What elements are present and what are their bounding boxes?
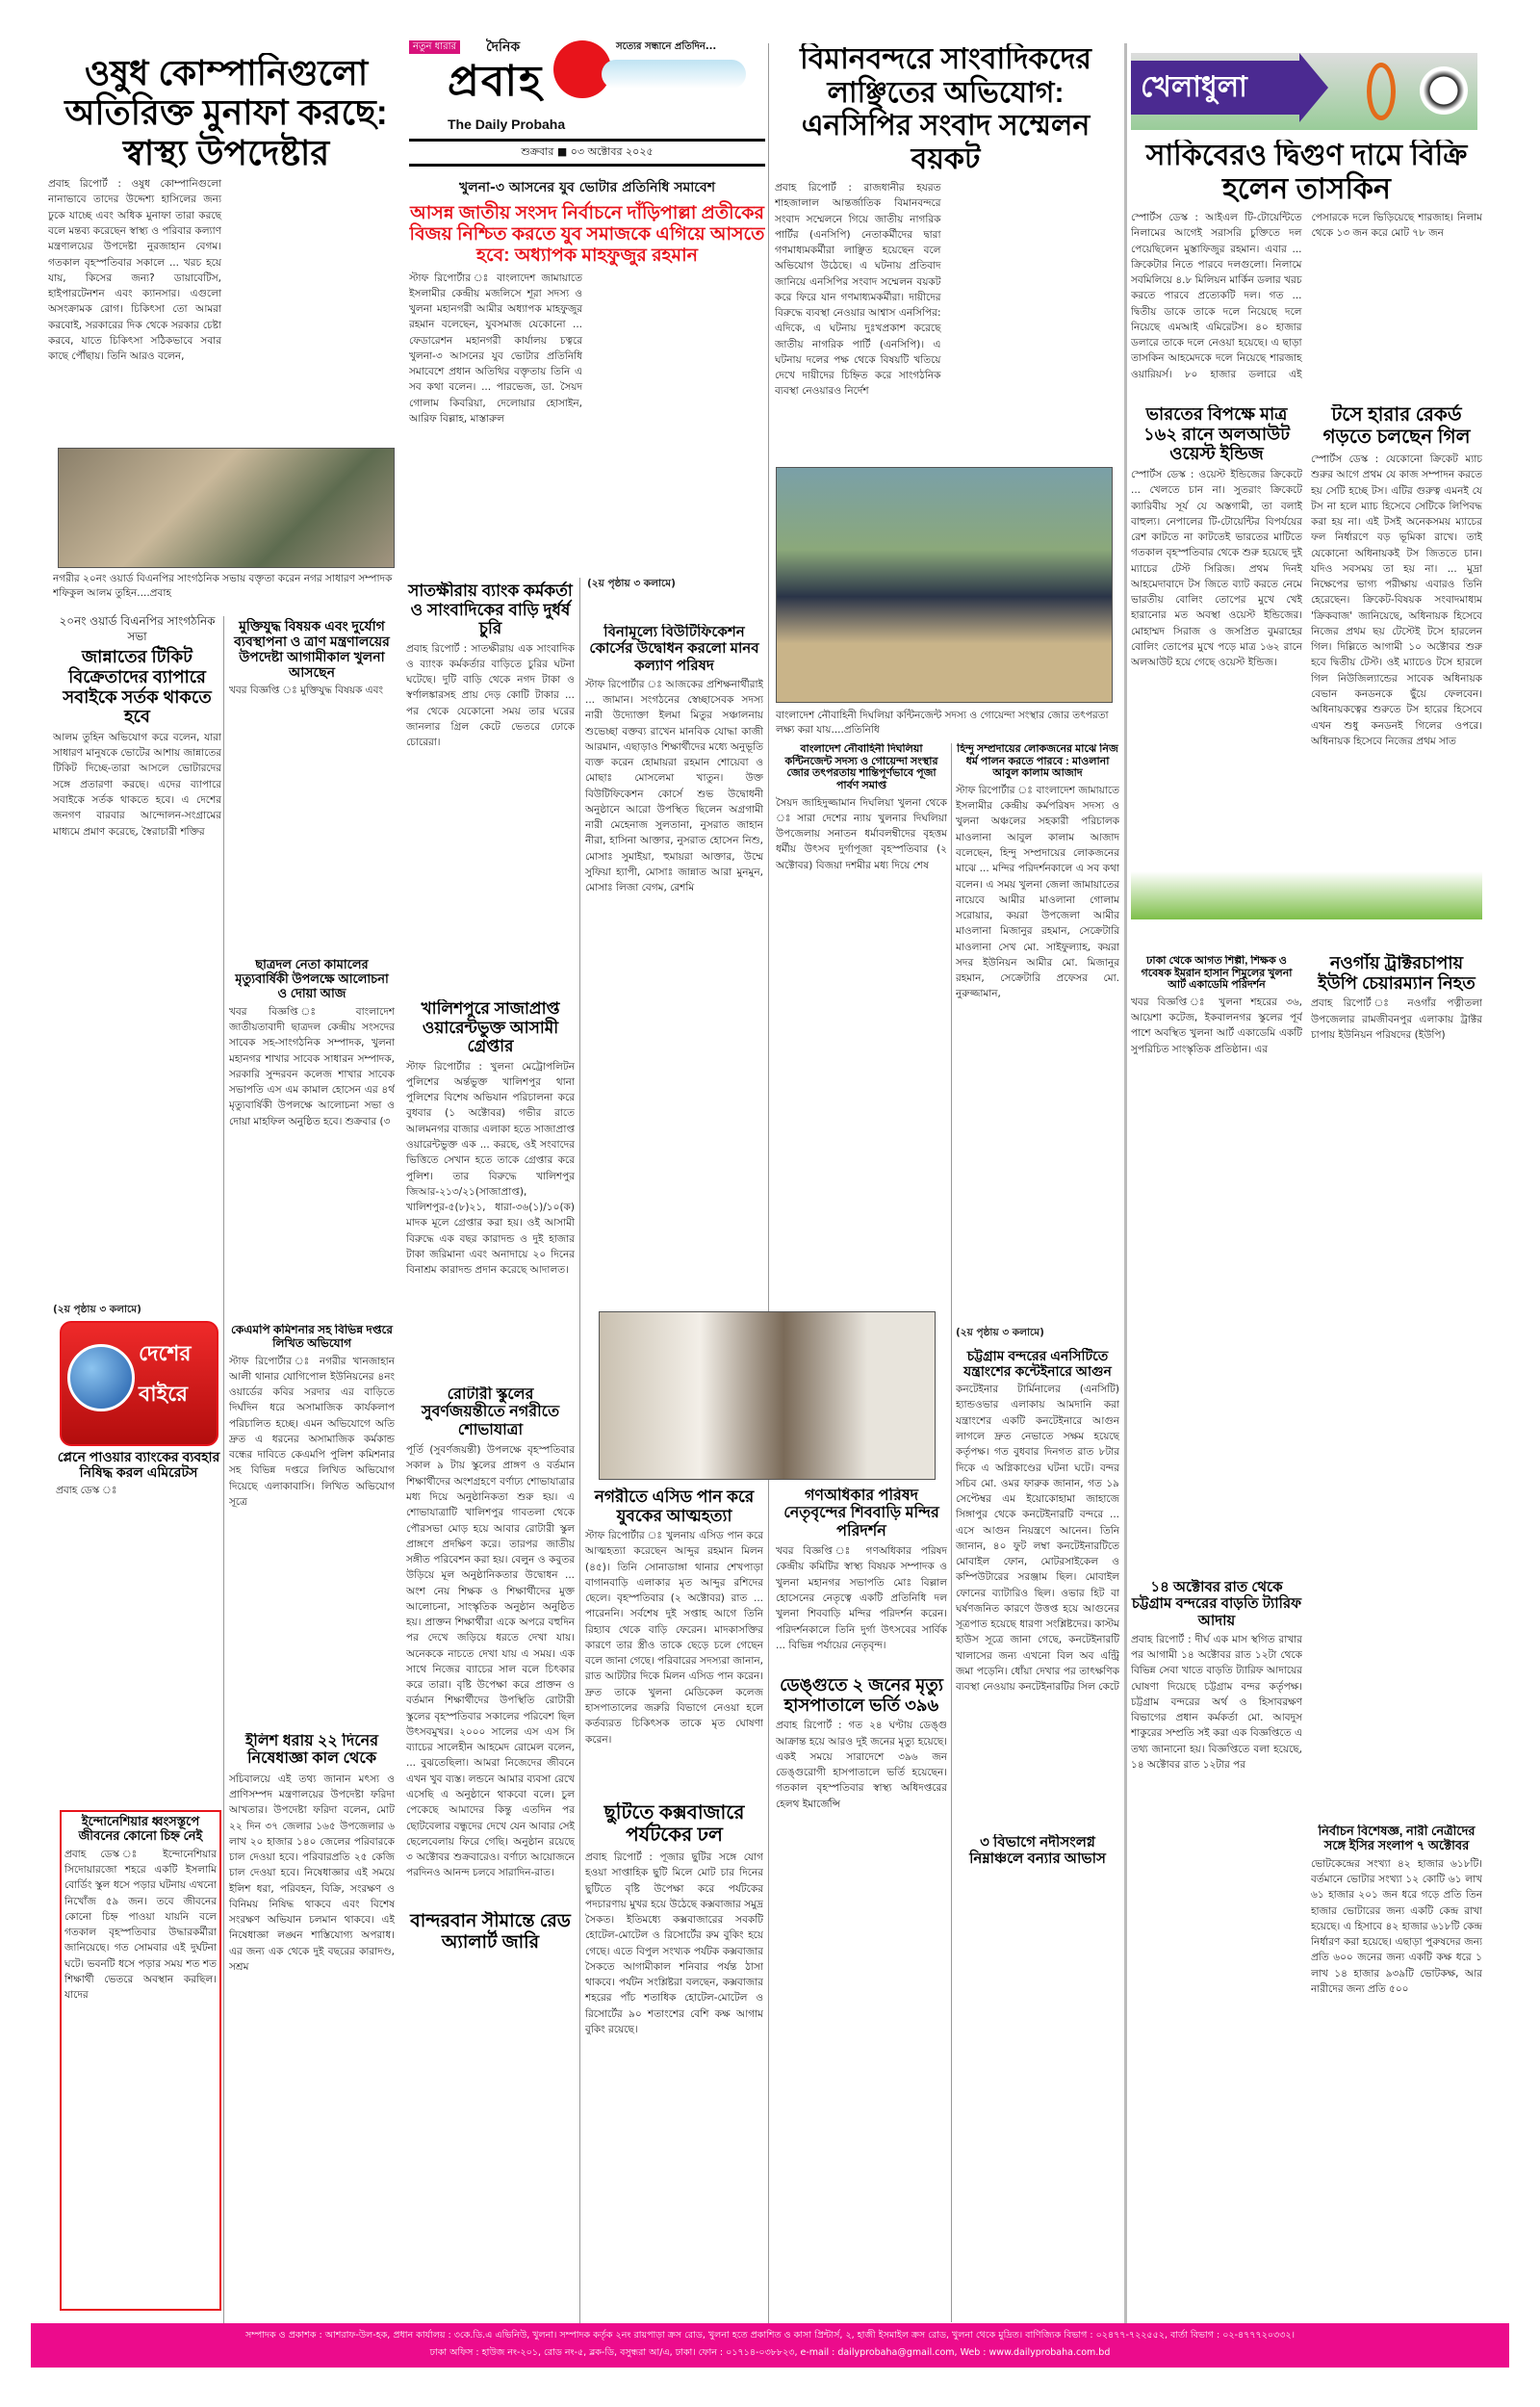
headline: প্লেনে পাওয়ার ব্যাংকের ব্যবহার নিষিদ্ধ করল এমিরেটস [57,1449,220,1481]
article-kmp-complaint [229,1324,395,1728]
article-body: সচিবালয়ে এই তথ্য জানান মৎস্য ও প্রাণিসম্পদ মন্ত্রণালয়ের উপদেষ্টা ফরিদা আখতার। উপদেষ্টা ফরিদা বলেন, মোট ২২ দিন ৩৭ জেলার ১৬৫ উপজেলার ৬ লাখ ২০ হাজার ১৪০ জেলের পরিবারকে চাল দেওয়া হবে। পরিবারপ্রতি ২৫ কেজি চাল দেওয়া হবে। নিষেধাজ্ঞার এই সময়ে ইলিশ ধরা, পরিবহন, বিক্রি, সংরক্ষণ ও বিনিময় নিষিদ্ধ থাকবে এবং বিশেষ সংরক্ষণ অভিযান চলমান থাকবে। এই নিষেধাজ্ঞা লঙ্ঘন শাস্তিযোগ্য অপরাধ। এর জন্য এক থেকে দুই বছরের কারাদণ্ড, সশ্রম [229,1773,395,1973]
masthead [409,39,765,173]
article-body: স্টাফ রিপোর্টার ঃ খুলনায় এসিড পান করে আত্মহত্যা করেছেন আব্দুর রহমান মিলন (৪৫)। তিনি সোনাডাঙ্গা থানার শেখপাড়া বাগানবাড়ি এলাকার মৃত আব্দুর রশিদের ছেলে। বৃহস্পতিবার (২ অক্টোবর) রাত ... পারেননি। সর্বশেষ দুই সপ্তাহ আগে তিনি রিহ্যাব থেকে বাড়ি ফেরেন। মাদকাসক্তির কারণে তার স্ত্রীও তাকে ছেড়ে চলে গেছেন বলে জানা গেছে। পরিবারের সদস্যরা জানান, রাত আটটার দিকে মিলন এসিড পান করেন। দ্রুত তাকে খুলনা মেডিকেল কলেজ হাসপাতালের জরুরি বিভাগে নেওয়া হলে কর্তব্যরত চিকিৎসক তাকে মৃত ঘোষণা করেন। [585,1530,763,1746]
masthead-cloud [602,60,746,89]
headline: ১৪ অক্টোবর রাত থেকে চট্টগ্রাম বন্দরের বাড়তি ট্যারিফ আদায় [1131,1579,1302,1629]
masthead-english-name: The Daily Probaha [448,116,566,132]
headline: সাতক্ষীরায় ব্যাংক কর্মকর্তা ও সাংবাদিকের বাড়ি দুর্ধর্ষ চুরি [408,582,573,638]
article-liberation-adviser [229,618,395,955]
article-ec-dialogue [1311,1825,1482,2320]
article-body: প্রবাহ রিপোর্ট : সাতক্ষীরায় এক সাংবাদিক ও ব্যাংক কর্মকর্তার বাড়িতে চুরির ঘটনা ঘটেছে। দুটি বাড়ি থেকে নগদ টাকা ও স্বর্ণালঙ্কারসহ প্রায় দেড় কোটি টাকার ... পর থেকে যেকোনো সময় তার ঘরের জানলার গ্রিল কেটে ভেতরে ঢোকে চোরেরা। [406,642,575,749]
article-beautification [585,624,763,1307]
article-coxsbazar [585,1802,763,2322]
headline: ৩ বিভাগে নদীসংলগ্ন নিম্নাঞ্চলে বন্যার আভাস [969,1834,1106,1868]
article-body: স্টাফ রিপোর্টার ঃ আজকের প্রশিক্ষনার্থীরাই ... জামান। সংগঠনের স্বেচ্ছাসেবক সদস্য নারী উদ্যোক্তা ইলমা মিতুর সঞ্চালনায় শুভেচ্ছা বক্তব্য রাখেন মানবিক যোদ্ধা কাজী আরমান, এছাড়াও শিক্ষার্থীদের মধ্যে অনুভূতি ব্যক্ত করেন হোমায়রা রহমান শোয়েবা ও মোছাঃ মোসলেমা খাতুন। উক্ত বিউটিফিকেশন কোর্সে শুভ উদ্বোধনী অনুষ্ঠানে আরো উপস্থিত ছিলেন অগ্রগামী নারী মেহেনাজ সুলতানা, নুসরাত জাহান নীরা, হাসিনা আক্তার, নুসরাত হোসেন নিশু, মোসাঃ সুমাইয়া, হুমায়রা আক্তার, উম্মে সুফিয়া হ্যাপী, মোসাঃ জান্নাত আরা মুনমুন, মোসাঃ লিজা বেগম, রেশমি [585,678,763,894]
article-gill-toss [1311,404,1482,867]
globe-icon [67,1344,135,1411]
headline: নওগাঁয় ট্রাক্টরচাপায় ইউপি চেয়ারম্যান নিহত [1318,953,1476,993]
football-icon [1420,66,1468,115]
photo-caption: নগরীর ২০নং ওয়ার্ড বিএনপির সাংগঠনিক সভায় বক্তৃতা করেন নগর সাধারণ সম্পাদক শফিকুল আলম তুহিন....প্রবাহ [53,573,393,600]
article-hilsa-ban [229,1733,395,2320]
article-bandarban [406,1911,575,2320]
article-body: স্টাফ রিপোর্টার ঃ বাংলাদেশ জামায়াতে ইসলামীর কেন্দ্রীয় কর্মপরিষদ সদস্য ও খুলনা অঞ্চলের সহকারী পরিচালক মাওলানা আবুল কালাম আজাদ বলেছেন, হিন্দু সম্প্রদায়ের লোকজনের মাঝে ... মন্দির পরিদর্শনকালে এ সব কথা বলেন। এ সময় খুলনা জেলা জামায়াতের নায়েবে আমীর মাওলানা গোলাম সরোয়ার, কয়রা উপজেলা আমীর মাওলানা মিজানুর রহমান, সেক্রেটারি মাওলানা সেখ মো. সাইফুল্যাহ, কয়রা সদর ইউনিয়ন আমীর মো. মিজানুর রহমান, সেক্রেটারি প্রফেসর মো. নুরুজ্জামান, [956,784,1119,1000]
article-acid-suicide [585,1488,763,1796]
article-body: প্রবাহ ডেস্ক ঃ ইন্দোনেশিয়ার সিদোয়ারজো শহরে একটি ইসলামি বোর্ডিং স্কুল ধসে পড়ার ঘটনায় এখনো নিখোঁজ ৫৯ জন। তবে জীবনের কোনো চিহ্ন পাওয়া যায়নি বলে গতকাল বৃহস্পতিবার উদ্ধারকর্মীরা জানিয়েছে। গত সোমবার এই দুর্ঘটনা ঘটে। ভবনটি ধসে পড়ার সময় শত শত শিক্ষার্থী ভেতরে অবস্থান করছিল। যাদের [64,1848,217,2002]
article-body: প্রবাহ রিপোর্ট : দীর্ঘ এক মাস স্থগিত রাখার পর আগামী ১৪ অক্টোবর রাত ১২টা থেকে বিভিন্ন সেবা খাতে বাড়তি ট্যারিফ আদায়ের ঘোষণা দিয়েছে চট্টগ্রাম বন্দর কর্তৃপক্ষ। চট্টগ্রাম বন্দরের অর্থ ও হিসাবরক্ষণ বিভাগের প্রধান কর্মকর্তা মো. আবদুস শাকুরের সম্প্রতি সই করা এক বিজ্ঞপ্তিতে এ তথ্য জানানো হয়। বিজ্ঞপ্তিতে বলা হয়েছে, ১৪ অক্টোবর রাত ১২টার পর [1131,1633,1302,1771]
article-body: প্রবাহ রিপোর্ট : পূজার ছুটির সঙ্গে যোগ হওয়া সাপ্তাহিক ছুটি মিলে মোট চার দিনের ছুটিতে বৃষ্টি উপেক্ষা করে পর্যটকের পদচারণায় মুখর হয়ে উঠেছে কক্সবাজার সমুদ্র সৈকত। ইতিমধ্যে কক্সবাজারের সবকটি হোটেল-মোটেল ও রিসোর্টের রুম বুকিং হয়ে গেছে। এতে বিপুল সংখ্যক পর্যটক কক্সবাজার সৈকতে আগামীকাল শনিবার পর্যন্ত ঠাসা থাকবে। পর্যটন সংশ্লিষ্টরা বলছেন, কক্সবাজার শহরের পাঁচ শতাধিক হোটেল-মোটেল ও রিসোর্টের ৯০ শতাংশের বেশি কক্ষ আগাম বুকিং রয়েছে। [585,1851,763,2035]
badge-text: বাইরে [139,1383,189,1407]
article-taskin [1131,140,1482,400]
headline: মুক্তিযুদ্ধ বিষয়ক এবং দুর্যোগ ব্যবস্থাপনা ও ত্রাণ মন্ত্রণালয়ের উপদেষ্টা আগামীকাল খুলনা আসছেন [234,618,390,681]
badge-text: দেশের [139,1342,192,1366]
photo-navy-contingent [776,467,1113,703]
imprint-line: সম্পাদক ও প্রকাশক : আশরাফ-উল-হক, প্রধান কার্যালয় : ৩কে.ডি.এ এভিনিউ, খুলনা। সম্পাদক কর্তৃক ২নং রায়পাড়া ক্রস রোড, খুলনা হতে প্রকাশিত ও কাসা প্রিন্টার্স, ২, হাজী ইসমাইল ক্রস রোড, খুলনা থেকে মুদ্রিত। বাণিজ্যিক বিভাগ : ০২৪৭৭-৭২২৫৫২, বার্তা বিভাগ : ০২-৪৭৭৭২০৩৩২। [244,2330,1295,2341]
grass-decoration [1131,871,1482,919]
headline: ছাত্রদল নেতা কামালের মৃত্যুবার্ষিকী উপলক্ষে আলোচনা ও দোয়া আজ [235,958,389,1000]
headline: বিমানবন্দরে সাংবাদিকদের লাঞ্ছিতের অভিযোগ: এনসিপির সংবাদ সম্মেলন বয়কট [800,43,1091,175]
sports-banner-title: খেলাধুলা [1141,70,1247,104]
article-bnp-ward [53,614,221,1317]
headline: কেএমপি কমিশনার সহ বিভিন্ন দপ্তরে লিখিত অভিযোগ [231,1324,393,1350]
arrow-icon-head [1299,53,1328,122]
photo-bnp-meeting [58,448,395,568]
headline: ইলিশ ধরায় ২২ দিনের নিষেধাজ্ঞা কাল থেকে [244,1733,379,1768]
masthead-slogan: সত্যের সন্ধানে প্রতিদিন... [616,41,717,52]
article-body: স্টাফ রিপোর্টার ঃ নগরীর খানজাহান আলী থানার যোগিপোল ইউনিয়নের ৪নং ওয়ার্ডের কবির সরদার এর বাড়িতে দির্ঘদিন ধরে অসামাজিক কার্যকলাপ পরিচালিত হচ্ছে। এমন অভিযোগে অতি দ্রুত এ ধরনের অসামাজিক কর্মকান্ড বন্ধের দাবিতে কেএমপি পুলিশ কমিশনার সহ বিভিন্ন দপ্তরে লিখিত অভিযোগ দিয়েছে এলাকাবাসি। লিখিত অভিযোগ সূত্রে [229,1355,395,1508]
headline: ডেঙ্গুতে ২ জনের মৃত্যু হাসপাতালে ভর্তি ৩৯৬ [780,1675,943,1715]
headline: আসন্ন জাতীয় সংসদ নির্বাচনে দাঁড়িপাল্লা প্রতীকের বিজয় নিশ্চিত করতে যুব সমাজকে এগিয়ে আসতে হবে: অধ্যাপক মাহফুজুর রহমান [409,203,765,266]
cricket-icon [1367,63,1396,120]
article-body: সৈয়দ জাহিদুজ্জামান দিঘলিয়া খুলনা থেকে ঃ সারা দেশের ন্যায় খুলনার দিঘলিয়া উপজেলায় সনাতন ধর্মাবলম্বীদের বৃহত্তম ধর্মীয় উৎসব দুর্গাপূজা বৃহস্পতিবার (২ অক্টোবর) বিজয়া দশমীর মধ্য দিয়ে শেষ [776,796,947,871]
continued-note: (২য় পৃষ্ঠায় ৩ কলামে) [53,1303,141,1315]
article-rotary-school [406,1386,575,1906]
article-emirates [56,1449,221,1805]
headline: ওষুধ কোম্পানিগুলো অতিরিক্ত মুনাফা করছে: স্বাস্থ্য উপদেষ্টার [64,53,388,172]
continued-note: (২য় পৃষ্ঠায় ৩ কলামে) [956,1326,1044,1338]
article-azad [956,743,1119,1340]
headline: নগরীতে এসিড পান করে যুবকের আত্মহত্যা [594,1488,755,1525]
article-body: প্রবাহ রিপোর্ট : গত ২৪ ঘণ্টায় ডেঙ্গু আক্রান্ত হয়ে আরও দুই জনের মৃত্যু হয়েছে। একই সময়ে সারাদেশে ৩৯৬ জন ডেঙ্গুরোগী হাসপাতালে ভর্তি হয়েছেন। গতকাল বৃহস্পতিবার স্বাস্থ্য অধিদপ্তরের হেলথ ইমার্জেন্সি [776,1720,947,1810]
article-wi-allout [1131,404,1302,867]
headline: চট্টগ্রাম বন্দরের এনসিটিতে যন্ত্রাংশের কন্টেইনারে আগুন [963,1348,1112,1380]
article-body: স্পোর্টস ডেস্ক : যেকোনো ক্রিকেট ম্যাচ শুরুর আগে প্রথম যে কাজ সম্পাদন করতে হয় সেটি হচ্ছে টস। এটির গুরুত্ব এমনই যে টস না হলে ম্যাচ হিসেবে সেটিকে লিপিবদ্ধ করা হয় না। এই টসই অনেকসময় ম্যাচের ফল নির্ধারণে বড় ভূমিকা রাখে। তাই যেকোনো অধিনায়কই টস জিততে চান। যদিও সবসময় তা হয় না। ... মুদ্রা নিক্ষেপের ভাগ্য পরীক্ষায় এবারও তিনি হেরেছেন। ক্রিকেট-বিষয়ক সংবাদমাধ্যম 'ক্রিকবাজ' জানিয়েছে, অধিনায়ক হিসেবে নিজের প্রথম ছয় টেস্টেই টসে হারলেন গিল। দিল্লিতে আগামী ১০ অক্টোবর শুরু হবে দ্বিতীয় টেস্ট। ওই ম্যাচেও টসে হারলে গিল নিউজিল্যান্ডের সাবেক অধিনায়ক বেভান কনডনকে ছুঁয়ে ফেলবেন। অধিনায়কত্বের শুরুতে টস হারের হিসেবে এখন শুধু কনডনই গিলের ওপরে। অধিনায়ক হিসেবে নিজের প্রথম সাত [1311,453,1482,747]
photo-caption: বাংলাদেশ নৌবাহিনী দিঘলিয়া কন্টিনজেন্ট সদস্য ও গোয়েন্দা সংস্থার জোর তৎপরতা লক্ষ্য করা যায়....প্রতিনিধি [776,710,1109,737]
article-body: প্রবাহ রিপোর্ট : রাজধানীর হযরত শাহজালাল আন্তর্জাতিক বিমানবন্দরে সংবাদ সম্মেলনে গিয়ে জাতীয় নাগরিক পার্টির (এনসিপি) নেতাকর্মীদের দ্বারা গণমাধ্যমকর্মীরা লাঞ্ছিত হয়েছেন বলে অভিযোগ উঠেছে। এ ঘটনায় প্রতিবাদ জানিয়ে এনসিপির সংবাদ সম্মেলন বয়কট করে ফিরে যান গণমাধ্যমকর্মীরা। দায়ীদের বিরুদ্ধে ব্যবস্থা নেওয়ার আশ্বাস এনসিপির: এদিকে, এ ঘটনায় দুঃখপ্রকাশ করেছে জাতীয় নাগরিক পার্টি (এনসিপি)। এ ঘটনায় দলের পক্ষ থেকে বিষয়টি খতিয়ে দেখে দায়ীদের চিহ্নিত করে সাংগঠনিক ব্যবস্থা নেওয়ারও নির্দেশ [775,182,941,398]
article-body: আলম তুহিন অভিযোগ করে বলেন, যারা সাধারণ মানুষকে ভোটের আশায় জান্নাতের টিকিট দিচ্ছে-তারা আসলে ভোটারদের সঙ্গে প্রতারণা করছে। এদের ব্যাপারে সবাইকে সর্তক থাকতে হবে। এ দেশের জনগণ বারবার আন্দোলন-সংগ্রামের মাধ্যমে প্রমাণ করেছে, স্বৈরাচারী শক্তির [53,731,221,838]
article-ctg-fire [956,1348,1119,1829]
headline: বিনামূল্যে বিউটিফিকেশন কোর্সের উদ্বোধন করলো মানব কল্যাণ পরিষদ [589,624,759,674]
article-body: স্পোর্টস ডেস্ক : আইএল টি-টোয়েন্টিতে নিলামের আগেই সরাসরি চুক্তিতে দল পেয়েছিলেন মুস্তাফিজুর রহমান। এবার ... ক্রিকেটার নিতে পারবে দলগুলো। নিলামে সবমিলিয়ে ৪.৮ মিলিয়ন মার্কিন ডলার খরচ করতে পারবে প্রত্যেকটি দল। গত ... দ্বিতীয় ডাকে তাকে দলে নিয়েছে দলে নিয়েছে এমআই এমিরেটস। ৪০ হাজার ডলারে তাকে দলে নেওয়া হয়েছে। এ ছাড়া তাসকিন আহমেদকে দলে নিয়েছে শারজাহ ওয়ারিয়র্স। ৮০ হাজার ডলারে এই পেসারকে দলে ভিড়িয়েছে শারজাহ। নিলাম থেকে ১৩ জন করে মোট ৭৮ জন [1131,212,1482,380]
masthead-prefix: দৈনিক [486,39,521,55]
article-khalishpur-arrest [406,999,575,1383]
article-lead-medicine [48,53,404,443]
article-body [406,1956,575,2320]
article-body: কনটেইনার টার্মিনালের (এনসিটি) হ্যান্ডওভার এলাকায় আমদানি করা যন্ত্রাংশের একটি কনটেইনারে আগুন লাগলে দ্রুত নেভাতে সক্ষম হয়েছে কর্তৃপক্ষ। গত বুধবার দিনগত রাত ৮টার দিকে এ অগ্নিকাণ্ডের ঘটনা ঘটে। বন্দর সচিব মো. ওমর ফারুক জানান, গত ১৯ সেপ্টেম্বর এম ইয়োকোহামা জাহাজে সিঙ্গাপুর থেকে কনটেইনারটি বন্দরে ... এসে আগুন নিয়ন্ত্রণে আনেন। তিনি জানান, ৪০ ফুট লম্বা কনটেইনারটিতে মোবাইল ফোন, মোটরসাইকেল ও কম্পিউটারের সরঞ্জাম ছিল। মোবাইল ফোনের ব্যাটারিও ছিল। ওভার হিট বা ঘর্ষণজনিত কারণে উত্তপ্ত হয়ে আগুনের সূত্রপাত হয়েছে ধারণা সংশ্লিষ্টদের। কাস্টম হাউস সূত্রে জানা গেছে, কনটেইনারটি খালাসের জন্য এখনো বিল অব এন্ট্রি জমা পড়েনি। ধোঁয়া দেখার পর তাৎক্ষণিক ব্যবস্থা নেওয়ায় কনটেইনারটির সিল কেটে [956,1384,1119,1694]
headline: ভারতের বিপক্ষে মাত্র ১৬২ রানে অলআউট ওয়েস্ট ইন্ডিজ [1142,404,1290,464]
article-body: প্রবাহ ডেস্ক ঃ [56,1485,117,1497]
photo-jamaat-speech [599,1311,936,1480]
headline: হিন্দু সম্প্রদায়ের লোকজনের মাঝে নিজ ধর্ম পালন করতে পারবে : মাওলানা আবুল কালাম আজাদ [957,743,1118,780]
issue-date: শুক্রবার ■ ০৩ অক্টোবর ২০২৫ [521,145,654,158]
article-body: খবর বিজ্ঞপ্তি ঃ বাংলাদেশ জাতীয়তাবাদী ছাত্রদল কেন্দ্রীয় সংসদের সাবেক সহ-সাংগঠনিক সম্পাদক, খুলনা মহানগর শাখার সাবেক সাধারন সম্পাদক, সরকারি সুন্দরবন কলেজ শাখার সাবেক সভাপতি এস এম কামাল হোসেন এর ৪র্থ মৃত্যুবার্ষিকী উপলক্ষে আলোচনা সভা ও দোয়া মাহফিল অনুষ্ঠিত হবে। শুক্রবার (৩ [229,1005,395,1127]
imprint-footer [31,2323,1509,2368]
article-body: স্টাফ রিপোর্টার : খুলনা মেট্রোপলিটন পুলিশের অর্ন্তভুক্ত খালিশপুর থানা পুলিশের বিশেষ অভিযান পরিচালনা করে বুধবার (১ অক্টোবর) গভীর রাতে আলমনগর বাজার এলাকা হতে সাজাপ্রাপ্ত ওয়ারেন্টভুক্ত এক ... করছে, ওই সংবাদের ভিত্তিতে সেখান হতে তাকে গ্রেপ্তার করে পুলিশ। তার বিরুদ্ধে খালিশপুর জিআর-২১৩/২১(সাজাপ্রাপ্ত), খালিশপুর-৫(৮)২১, ধারা-৩৬(১)/১০(ক) মাদক মূলে গ্রেপ্তার করা হয়। ওই আসামী বিরুদ্ধে এক বছর কারাদন্ড ও দুই হাজার টাকা জরিমানা এবং অনাদায়ে ২০ দিনের বিনাশ্রম কারাদন্ড প্রদান করেছে আদালত। [406,1060,575,1277]
abroad-section-badge [60,1321,218,1446]
article-body: স্পোর্টস ডেস্ক : ওয়েস্ট ইন্ডিজের ক্রিকেটে ... খেলতে চান না। সুতরাং ক্রিকেটে ক্যারিবীয় সূর্য যে অস্তগামী, তা বলাই বাহুল্য। নেপালের টি-টোয়েন্টির বিপর্যয়ের রেশ কাটতে না কাটতেই ভারতের মাটিতে গতকাল বৃহস্পতিবার থেকে শুরু হয়েছে দুই ম্যাচের টেস্ট সিরিজ। প্রথম দিনই আহমেদাবাদে টস জিতে ব্যাট করতে নেমে ভারতীয় বোলিং তোপের মুখে খেই হারানোর মত অবস্থা ওয়েস্ট ইন্ডিজের। মোহাম্মদ সিরাজ ও জসপ্রিত বুমরাহের বোলিং তোপের মুখে পড়ে মাত্র ১৬২ রানে অলআউট হয়ে গেছে ওয়েস্ট ইন্ডিজ। [1131,469,1302,669]
kicker: খুলনা-৩ আসনের যুব ভোটার প্রতিনিধি সমাবেশ [459,180,715,195]
article-body: খবর বিজ্ঞপ্তি ঃ গণঅধিকার পরিষদ কেন্দ্রীয় কমিটির স্বাস্থ্য বিষয়ক সম্পাদক ও খুলনা মহানগর সভাপতি মোঃ বিল্লাল হোসেনের নেতৃত্বে একটি প্রতিনিধি দল খুলনা শিববাড়ি মন্দির পরিদর্শন করেন। পরিদর্শনকালে তিনি দুর্গা উৎসবের সার্বিক ... বিভিন্ন পর্যায়ের নেতৃবৃন্দ। [776,1545,947,1651]
headline: ইন্দোনেশিয়ার ধ্বংসস্তূপে জীবনের কোনো চিহ্ন নেই [78,1814,203,1843]
article-body: স্টাফ রিপোর্টার ঃ বাংলাদেশ জামায়াতে ইসলামীর কেন্দ্রীয় মজলিসে শূরা সদস্য ও খুলনা মহানগরী আমীর অধ্যাপক মাহফুজুর রহমান বলেছেন, যুবসমাজ যেকোনো ... ফেডারেশন মহানগরী কার্যালয় চত্বরে খুলনা-৩ আসনের যুব ভোটার প্রতিনিধি সমাবেশে প্রধান অতিথির বক্তৃতায় তিনি এ সব কথা বলেন। ... পারভেজ, ডা. সৈয়দ গোলাম কিবরিয়া, দেলোয়ার হোসাইন, আরিফ বিল্লাহ, মাস্তারুল [409,272,582,425]
article-naogaon [1311,953,1482,1800]
article-port-tariff [1131,1579,1302,2320]
article-chatradal [229,958,395,1319]
article-body: ভোটকেন্দ্রের সংখ্যা ৪২ হাজার ৬১৮টি। বর্তমানে ভোটার সংখ্যা ১২ কোটি ৬১ লাখ ৬১ হাজার ২০১ জন ধরে গড়ে প্রতি তিন হাজার ভোটারের জন্য একটি কেন্দ্র রাখা হয়েছে। এ হিসাবে ৪২ হাজার ৬১৮টি কেন্দ্র নির্ধারণ করা হয়েছে। এছাড়া পুরুষদের জন্য প্রতি ৬০০ জনের জন্য একটি কক্ষ ধরে ১ লাখ ১৪ হাজার ৯৩৯টি ভোটকক্ষ, আর নারীদের জন্য প্রতি ৫০০ [1311,1857,1482,1995]
headline: খালিশপুরে সাজাপ্রাপ্ত ওয়ারেন্টভুক্ত আসামী গ্রেপ্তার [421,999,560,1056]
masthead-badge: নতুন ধারার [409,40,460,54]
article-indonesia [60,1810,221,2311]
article-airport-ncp [775,43,1116,462]
article-body: প্রবাহ রিপোর্ট ঃ নওগাঁর পত্নীতলা উপজেলার রামজীবনপুর এলাকায় ট্রাক্টর চাপায় ইউনিয়ন পরিষদের (ইউপি) [1311,997,1482,1041]
kicker: ২০নং ওয়ার্ড বিএনপির সাংগঠনিক সভা [59,614,216,643]
article-body: খবর বিজ্ঞপ্তি ঃ খুলনা শহরের ৩৬, আয়েশা কটেজ, ইকবালনগর স্কুলের পূর্ব পাশে অবস্থিত খুলনা আর্ট একাডেমি একটি সুপরিচিত সাংস্কৃতিক প্রতিষ্ঠান। এর [1131,996,1302,1055]
article-body: খবর বিজ্ঞপ্তি ঃ মুক্তিযুদ্ধ বিষয়ক এবং [229,685,384,697]
article-satkhira-theft [406,582,575,996]
article-body: প্রবাহ রিপোর্ট : ওষুধ কোম্পানিগুলো নানাভাবে তাদের উদ্দেশ্য হাসিলের জন্য ঢুকে যাচ্ছে এবং অধিক মুনাফা তারা করছে বলে মন্তব্য করেছেন স্বাস্থ্য ও পরিবার কল্যাণ মন্ত্রণালয়ের উপদেষ্টা নুরজাহান বেগম। গতকাল বৃহস্পতিবার সকালে ... খরচ হয়ে যায়, কিসের জন্য? ডায়াবেটিস, হাইপারটেনশন এবং ক্যানসার। এগুলো অসংক্রামক রোগ। চিকিৎসা তো আমরা করবোই, সরকারের দিক থেকে সরকার চেষ্টা করবে, যাতে চিকিৎসা সঠিকভাবে সবার কাছে পৌঁছায়। তিনি আরও বলেন, [48,178,221,363]
continued-note: (২য় পৃষ্ঠায় ৩ কলামে) [587,578,676,589]
headline: টসে হারার রেকর্ড গড়তে চলছেন গিল [1322,404,1471,448]
article-body: পূর্তি (সুবর্ণজয়ন্তী) উপলক্ষে বৃহস্পতিবার সকাল ৯ টায় স্কুলের প্রাঙ্গণ ও বর্তমান শিক্ষার্থীদের অংশগ্রহণে বর্ণাঢ্য শোভাযাত্রার মধ্য দিয়ে অনুষ্ঠানিকতা শুরু হয়। এ শোভাযাত্রাটি খালিশপুর গাবতলা থেকে পৌরসভা মোড় হয়ে আবার রোটারী স্কুল প্রাঙ্গণে প্রদক্ষিণ করে। তারপর জাতীয় সঙ্গীত পরিবেশন করা হয়। বেলুন ও কবুতর উড়িয়ে মূল অনুষ্ঠানিকতার উদ্বোধন ... অংশ নেয় শিক্ষক ও শিক্ষার্থীদের মুক্ত আলোচনা, সাংস্কৃতিক অনুষ্ঠান অনুষ্ঠিত হয়। প্রাক্তন শিক্ষার্থীরা একে অপরে বহুদিন পর দেখে জড়িয়ে ধরতে দেখা যায়। অনেককে নাচতে দেখা যায় এ সময়। এক সাথে নিজের ব্যাচের সাল বলে চিৎকার করে তারা। বৃষ্টি উপেক্ষা করে প্রাক্তন ও বর্তমান শিক্ষার্থীদের উপস্থিতি রোটারী স্কুলের বৃহস্পতিবার সকালের পরিবেশ ছিল উৎসবমুখর। ২০০০ সালের এস এস সি ব্যাচের সালেহীন আহমেদ রোমেল বলেন, ... বুঝতেছিলা। আমরা নিজেদের জীবনে এখন খুব ব্যস্ত। লন্ডনে আমার ব্যবসা রেখে এসেছি এ অনুষ্ঠানে থাকবো বলে। চুল পেকেছে আমাদের কিন্তু এতদিন পর ছোটবেলার বন্ধুদের দেখে যেন আবার সেই ছেলেবেলায় ফিরে গেছি। অনুষ্ঠান রয়েছে ৩ অক্টোবর শুক্রবারেও। বর্ণাঢ্য আয়োজনে পরদিনও আনন্দ চলবে সারাদিন-রাত। [406,1444,575,1879]
headline: বান্দরবান সীমান্তে রেড অ্যালার্ট জারি [410,1911,571,1953]
headline: ঢাকা থেকে আগত শিল্পী, শিক্ষক ও গবেষক ইমরান হাসান শিমুলের খুলনা আর্ট একাডেমি পরিদর্শন [1141,955,1293,992]
headline: সাকিবেরও দ্বিগুণ দামে বিক্রি হলেন তাসকিন [1145,140,1468,205]
headline: নির্বাচন বিশেষজ্ঞ, নারী নেত্রীদের সঙ্গে ইসির সংলাপ ৭ অক্টোবর [1318,1825,1476,1852]
article-khulna3-youth [409,176,765,571]
article-body [956,1871,1119,2321]
headline: ছুটিতে কক্সবাজারে পর্যটকের ঢল [603,1802,745,1846]
headline: বাংলাদেশ নৌবাহিনী দিঘলিয়া কন্টিনজেন্ট সদস্য ও গোয়েন্দা সংস্থার জোর তৎপরতায় শান্তিপূর্ণভাবে পূজা পার্বণ সমাপ্ত [784,743,938,791]
masthead-name: প্রবাহ [448,57,544,106]
article-puja-digholia [776,743,947,1307]
imprint-contact: ঢাকা অফিস : হাউজ নং-২০১, রোড নং-৫, ব্লক-ডি, বসুন্ধরা আ/এ, ঢাকা। ফোন : ০১৭১৪-০৩৮৮২৩, e-mail : dailyprobaha@gmail.com, Web : www.dailyprobaha.com.bd [429,2347,1111,2358]
article-art-academy [1131,955,1302,1571]
article-dengue [776,1675,947,2320]
article-flood [956,1834,1119,2320]
headline: জান্নাতের টিকিট বিক্রেতাদের ব্যাপারে সবাইকে সর্তক থাকতে হবে [63,647,212,727]
sports-banner [1131,53,1477,130]
headline: গণঅধিকার পরিষদ নেতৃবৃন্দের শিববাড়ি মন্দির পরিদর্শন [783,1488,939,1540]
headline: রোটারী স্কুলের সুবর্ণজয়ন্তীতে নগরীতে শোভাযাত্রা [421,1386,560,1438]
article-gonoodhikar [776,1488,947,1670]
